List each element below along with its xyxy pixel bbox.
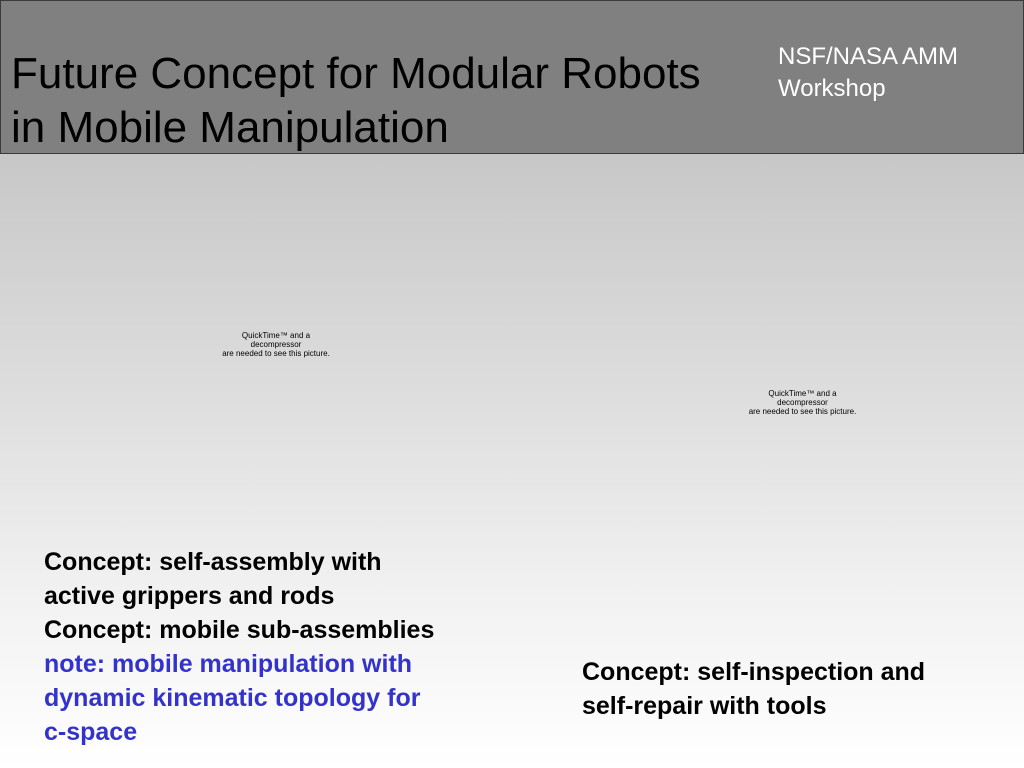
left-concept-caption	[44, 545, 524, 749]
caption-line: self-repair with tools	[582, 692, 827, 720]
quicktime-placeholder-left	[200, 331, 352, 358]
placeholder-text: are needed to see this picture.	[748, 407, 857, 416]
right-concept-caption	[582, 655, 1012, 723]
workshop-label-line-2: Workshop	[778, 75, 886, 102]
caption-line: active grippers and rods	[44, 582, 335, 610]
caption-line: Concept: mobile sub-assemblies	[44, 616, 435, 644]
placeholder-text: QuickTime™ and a	[241, 331, 311, 340]
caption-line: Concept: self-inspection and	[582, 658, 926, 686]
caption-line: Concept: self-assembly with	[44, 548, 382, 576]
placeholder-text: decompressor	[777, 398, 828, 407]
workshop-label	[778, 41, 1008, 105]
slide-title	[11, 47, 751, 155]
title-bar	[0, 0, 1024, 154]
workshop-label-line-1: NSF/NASA AMM	[778, 43, 959, 70]
slide-title-line-2: in Mobile Manipulation	[11, 103, 449, 152]
placeholder-text: decompressor	[250, 340, 302, 349]
slide-title-line-1: Future Concept for Modular Robots	[11, 49, 701, 98]
note-line: note: mobile manipulation with	[44, 650, 413, 678]
placeholder-text: QuickTime™ and a	[768, 389, 837, 398]
note-line: c-space	[44, 718, 138, 746]
quicktime-placeholder-right	[740, 389, 865, 416]
placeholder-text: are needed to see this picture.	[222, 349, 330, 358]
note-line: dynamic kinematic topology for	[44, 684, 421, 712]
